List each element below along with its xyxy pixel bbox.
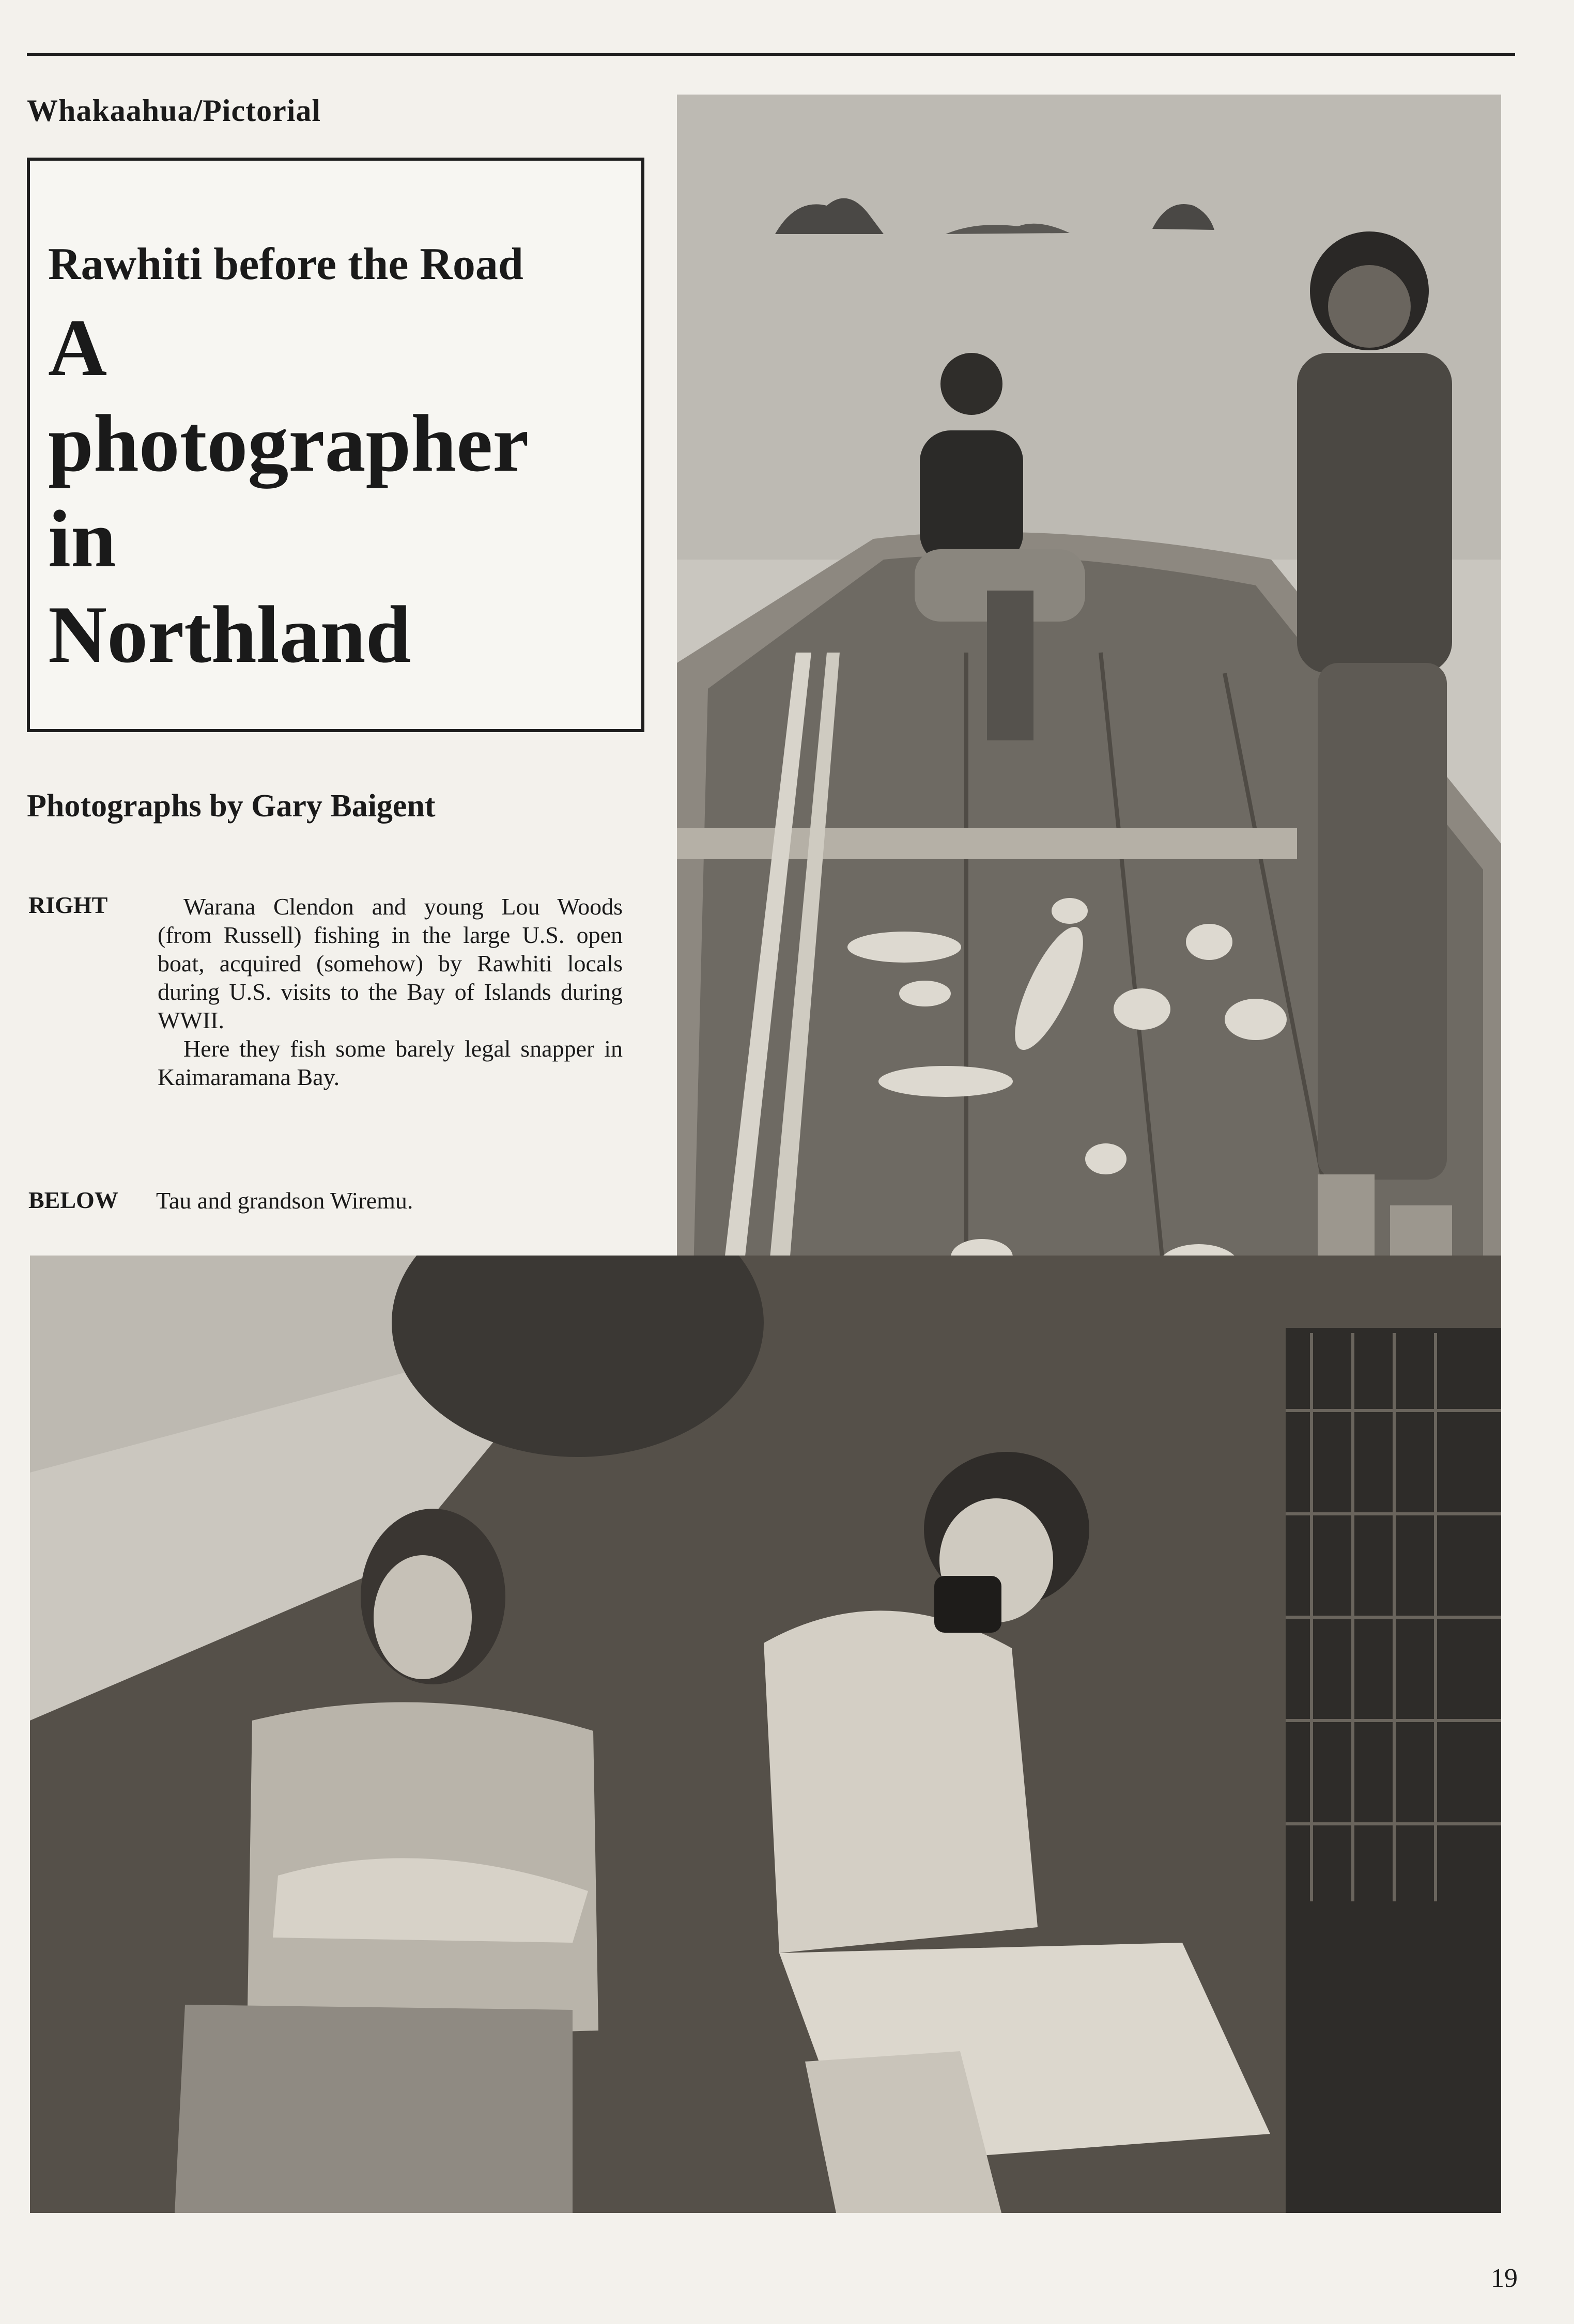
title-line: A [48, 303, 107, 393]
subtitle: Rawhiti before the Road [48, 239, 523, 289]
caption-below: Tau and grandson Wiremu. [156, 1187, 413, 1214]
page-number: 19 [1491, 2264, 1518, 2293]
title-line: photographer [48, 398, 529, 489]
title-line: Northland [48, 590, 411, 680]
photo-tau-and-wiremu [30, 1256, 1501, 2213]
caption-right [158, 892, 623, 1091]
main-title [48, 300, 632, 683]
caption-label-right: RIGHT [28, 892, 108, 918]
caption-paragraph: Warana Clendon and young Lou Woods (from Russell) fishing in the large U.S. open boat, acquired (somehow) by Rawhiti locals during U.S. visits to the Bay of Islands during WWII. [158, 893, 623, 1033]
caption-label-below: BELOW [28, 1187, 118, 1213]
title-box [27, 158, 644, 732]
photo-credit: Photographs by Gary Baigent [27, 788, 436, 824]
top-rule [27, 53, 1515, 56]
photo-fishing-boat [677, 95, 1501, 1313]
caption-paragraph: Here they fish some barely legal snapper in Kaimaramana Bay. [158, 1035, 623, 1090]
title-line: in [48, 494, 116, 584]
section-header: Whakaahua/Pictorial [27, 94, 321, 128]
